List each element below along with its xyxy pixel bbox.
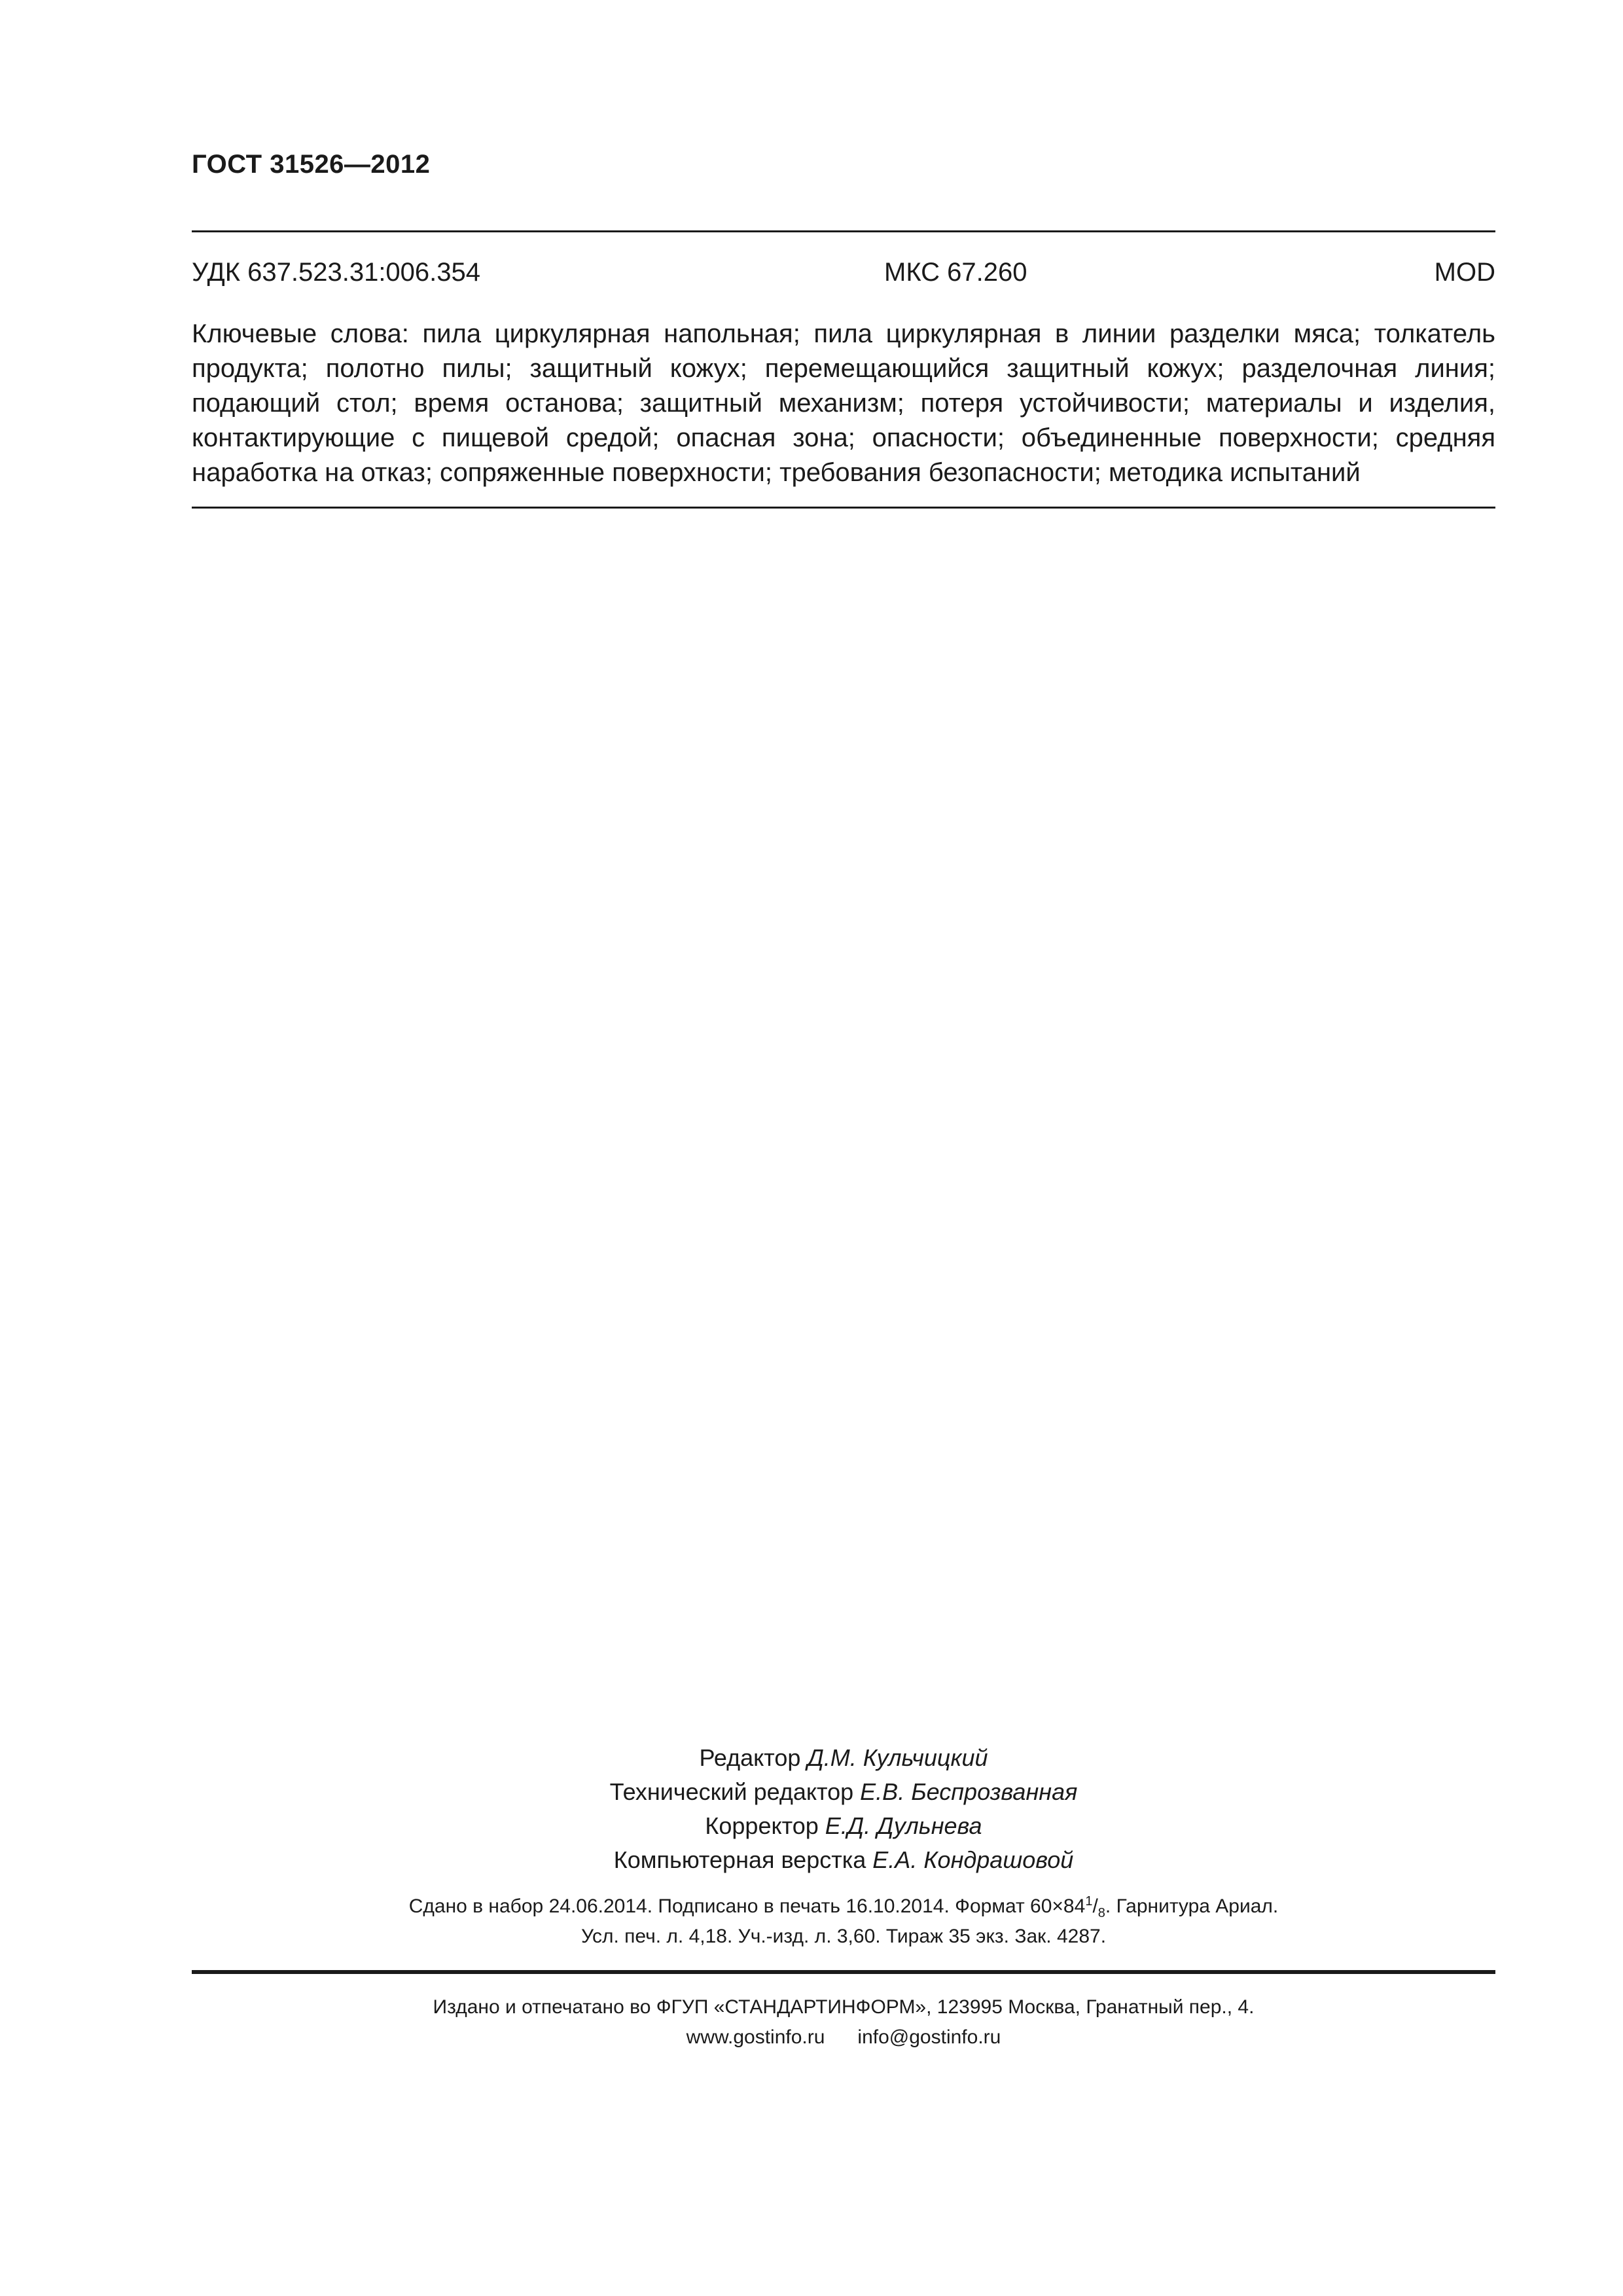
publisher-links: www.gostinfo.ru info@gostinfo.ru	[686, 2026, 1001, 2048]
credit-tech-editor: Технический редактор Е.В. Беспрозванная	[609, 1778, 1078, 1805]
udk-code: УДК 637.523.31:006.354	[192, 258, 481, 287]
classifiers-row	[192, 254, 1495, 291]
standard-code: ГОСТ 31526—2012	[192, 150, 431, 179]
credit-proofreader: Корректор Е.Д. Дульнева	[705, 1812, 982, 1839]
mod-label: MOD	[1434, 258, 1495, 287]
top-divider	[192, 230, 1495, 232]
imprint-line-1: Сдано в набор 24.06.2014. Подписано в печать 16.10.2014. Формат $60\times 84^1/_8$. Гарнитура Ариал.	[408, 1894, 1279, 1920]
credit-layout: Компьютерная верстка Е.А. Кондрашовой	[613, 1846, 1074, 1873]
imprint-block	[192, 1892, 1495, 1952]
credit-editor: Редактор Д.М. Кульчицкий	[699, 1744, 988, 1771]
keywords-paragraph: Ключевые слова: пила циркулярная напольная; пила циркулярная в линии разделки мяса; толкатель продукта; полотно пилы; защитный кожух; перемещающийся защитный кожух; разделочная линия; подающий стол; время останова; защитный механизм; потеря устойчивости; материалы и изделия, контактирующие с пищевой средой; опасная зона; опасности; объединенные поверхности; средняя наработка на отказ; сопряженные поверхности; требования безопасности; методика испытаний	[192, 319, 1495, 487]
keywords-divider	[192, 507, 1495, 509]
publisher-divider	[192, 1970, 1495, 1974]
credits-block	[192, 1741, 1495, 1877]
mks-code: МКС 67.260	[884, 258, 1027, 287]
imprint-line-2: Усл. печ. л. 4,18. Уч.-изд. л. 3,60. Тираж 35 экз. Зак. 4287.	[580, 1926, 1107, 1947]
publisher-block	[192, 1992, 1495, 2053]
publisher-address: Издано и отпечатано во ФГУП «СТАНДАРТИНФОРМ», 123995 Москва, Гранатный пер., 4.	[433, 1996, 1255, 2018]
